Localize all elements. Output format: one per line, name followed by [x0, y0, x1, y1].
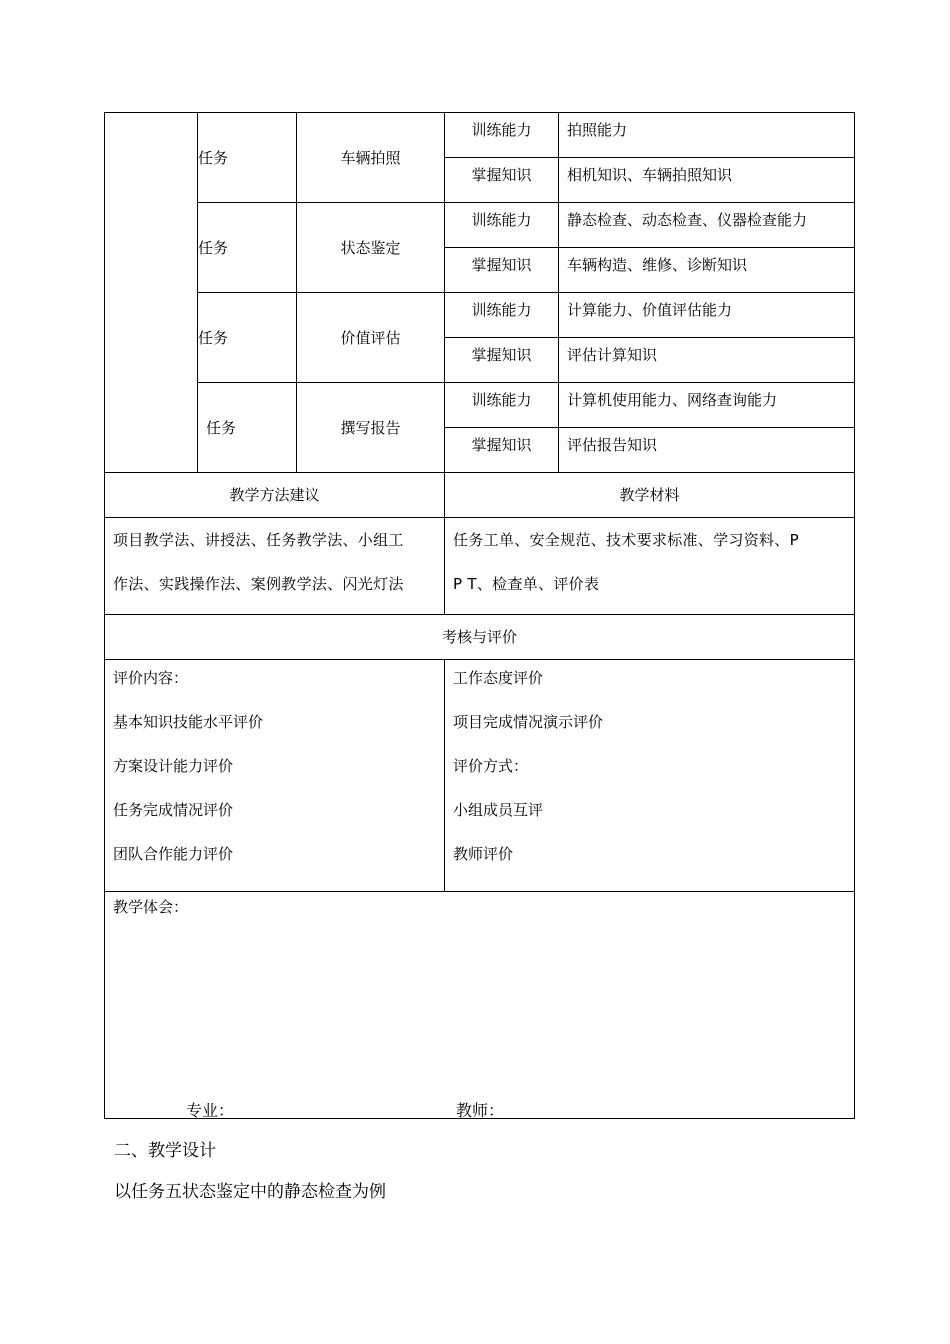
task-name: 价值评估	[297, 293, 445, 383]
evaluation-header: 考核与评价	[105, 615, 855, 660]
methods-line: 作法、实践操作法、案例教学法、闪光灯法	[113, 575, 404, 593]
know-desc: 评估计算知识	[559, 338, 855, 383]
know-label: 掌握知识	[445, 338, 559, 383]
know-label: 掌握知识	[445, 248, 559, 293]
major-signature: 专业：	[186, 1101, 235, 1120]
task-row	[105, 293, 855, 338]
task-label: 任务	[198, 113, 297, 203]
train-desc: 静态检查、动态检查、仪器检查能力	[559, 203, 855, 248]
evaluation-item: 团队合作能力评价	[113, 845, 234, 863]
train-desc: 计算能力、价值评估能力	[559, 293, 855, 338]
task-name: 状态鉴定	[297, 203, 445, 293]
evaluation-item: 基本知识技能水平评价	[113, 713, 264, 731]
evaluation-item: 评价内容：	[113, 669, 189, 687]
evaluation-item: 方案设计能力评价	[113, 757, 234, 775]
evaluation-item: 小组成员互评	[453, 801, 544, 819]
methods-header: 教学方法建议	[105, 473, 445, 518]
task-label: 任务	[198, 203, 297, 293]
train-desc: 计算机使用能力、网络查询能力	[559, 383, 855, 428]
teacher-signature: 教师：	[456, 1101, 505, 1120]
task-row	[105, 383, 855, 428]
task-row	[105, 203, 855, 248]
course-table	[104, 112, 855, 1119]
experience-cell	[105, 892, 855, 1119]
materials-cell	[445, 518, 855, 615]
task-row	[105, 113, 855, 158]
evaluation-item: 任务完成情况评价	[113, 801, 234, 819]
train-desc: 拍照能力	[559, 113, 855, 158]
task-name: 车辆拍照	[297, 113, 445, 203]
experience-label: 教学体会：	[113, 898, 189, 916]
train-label: 训练能力	[445, 203, 559, 248]
know-desc: 评估报告知识	[559, 428, 855, 473]
evaluation-item: 评价方式：	[453, 757, 529, 775]
example-title: 以任务五状态鉴定中的静态检查为例	[114, 1182, 386, 1202]
task-group-cell	[105, 113, 198, 473]
evaluation-content-cell	[105, 660, 445, 892]
evaluation-item: 项目完成情况演示评价	[453, 713, 604, 731]
methods-line: 项目教学法、讲授法、任务教学法、小组工	[113, 531, 404, 549]
task-name: 撰写报告	[297, 383, 445, 473]
know-label: 掌握知识	[445, 158, 559, 203]
know-label: 掌握知识	[445, 428, 559, 473]
evaluation-item: 教师评价	[453, 845, 514, 863]
methods-cell	[105, 518, 445, 615]
section-title: 二、教学设计	[114, 1141, 216, 1161]
task-label: 任务	[198, 383, 297, 473]
task-label: 任务	[198, 293, 297, 383]
materials-header: 教学材料	[445, 473, 855, 518]
know-desc: 车辆构造、维修、诊断知识	[559, 248, 855, 293]
materials-line: P T、检查单、评价表	[453, 575, 600, 593]
know-desc: 相机知识、车辆拍照知识	[559, 158, 855, 203]
train-label: 训练能力	[445, 383, 559, 428]
materials-line: 任务工单、安全规范、技术要求标准、学习资料、P	[453, 531, 799, 549]
evaluation-method-cell	[445, 660, 855, 892]
train-label: 训练能力	[445, 293, 559, 338]
evaluation-item: 工作态度评价	[453, 669, 544, 687]
train-label: 训练能力	[445, 113, 559, 158]
